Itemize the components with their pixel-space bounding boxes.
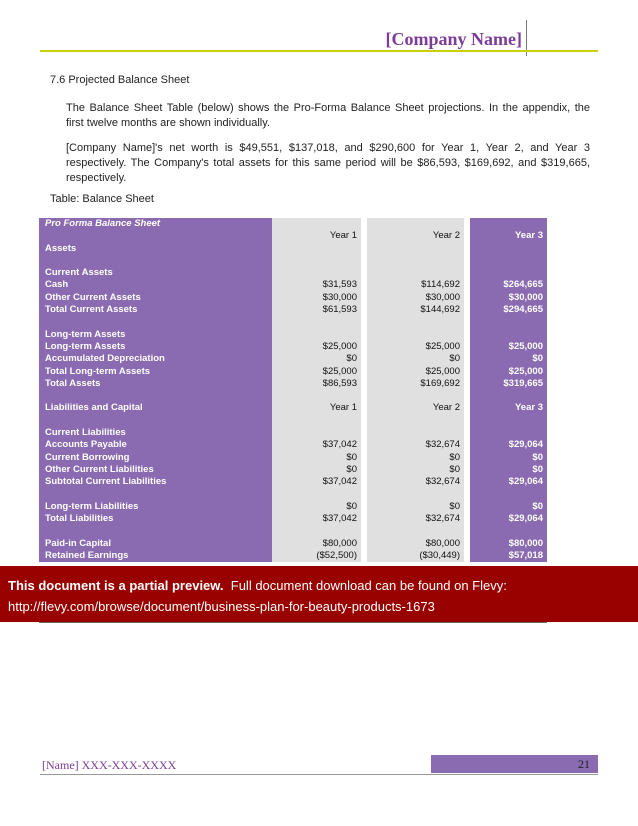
- table-row: [39, 452, 547, 464]
- table-row: [39, 476, 547, 488]
- year3-cell: [470, 279, 547, 291]
- year2-cell-value: $80,000: [425, 537, 460, 549]
- year1-cell-value: $86,593: [322, 377, 357, 389]
- table-row: [39, 464, 547, 476]
- year3-cell: [470, 427, 547, 439]
- year1-cell: [272, 353, 361, 365]
- year1-cell: [272, 218, 361, 230]
- year2-cell-value: $32,674: [425, 513, 460, 525]
- year3-cell: [470, 415, 547, 427]
- year3-cell-value: $29,064: [508, 439, 543, 451]
- banner-link[interactable]: http://flevy.com/browse/document/business-plan-for-beauty-products-1673: [8, 599, 435, 614]
- table-row: [39, 378, 547, 390]
- table-row: [39, 489, 547, 501]
- year3-cell: [470, 452, 547, 464]
- year3-cell-value: $0: [532, 353, 543, 365]
- table-row: [39, 341, 547, 353]
- year2-cell: [367, 538, 464, 550]
- year1-cell: [272, 341, 361, 353]
- table-row: [39, 415, 547, 427]
- row-label: Total Assets: [39, 378, 272, 390]
- year2-cell-value: $169,692: [420, 377, 460, 389]
- year2-cell: [367, 378, 464, 390]
- year1-cell-value: $37,042: [322, 513, 357, 525]
- year1-cell: [272, 267, 361, 279]
- year1-cell: [272, 255, 361, 267]
- year3-cell: [470, 366, 547, 378]
- preview-banner: [0, 566, 638, 622]
- year1-cell-value: $0: [346, 500, 357, 512]
- year3-cell-value: $30,000: [508, 291, 543, 303]
- row-label: Pro Forma Balance Sheet: [39, 218, 272, 230]
- table-row: [39, 501, 547, 513]
- section-title: 7.6 Projected Balance Sheet: [50, 74, 190, 86]
- year2-cell-value: $25,000: [425, 365, 460, 377]
- row-label: [39, 230, 272, 242]
- year1-cell: [272, 329, 361, 341]
- row-label: Current Borrowing: [39, 452, 272, 464]
- year3-cell-value: $319,665: [503, 377, 543, 389]
- year1-cell-value: $0: [346, 353, 357, 365]
- year1-cell: [272, 316, 361, 328]
- year3-cell: [470, 501, 547, 513]
- year2-cell: [367, 279, 464, 291]
- table-row: [39, 292, 547, 304]
- table-row: [39, 230, 547, 242]
- table-row: [39, 255, 547, 267]
- year2-cell: [367, 390, 464, 402]
- year2-cell: [367, 267, 464, 279]
- row-label: Other Current Assets: [39, 292, 272, 304]
- year3-cell-value: $25,000: [508, 365, 543, 377]
- year1-cell: [272, 304, 361, 316]
- row-label: Liabilities and Capital: [39, 402, 272, 414]
- year3-cell: [470, 464, 547, 476]
- table-row: [39, 267, 547, 279]
- year2-cell-value: $144,692: [420, 304, 460, 316]
- year1-cell: [272, 366, 361, 378]
- year2-cell: [367, 476, 464, 488]
- year3-cell-value: $29,064: [508, 476, 543, 488]
- row-label: Subtotal Current Liabilities: [39, 476, 272, 488]
- year1-cell-value: $61,593: [322, 304, 357, 316]
- year2-cell: [367, 329, 464, 341]
- year3-cell: [470, 550, 547, 562]
- banner-bold: This document is a partial preview.: [8, 578, 224, 593]
- year1-cell: [272, 243, 361, 255]
- year3-cell: [470, 390, 547, 402]
- page-number: 21: [578, 757, 590, 771]
- year1-cell: [272, 464, 361, 476]
- year1-cell-value: $37,042: [322, 476, 357, 488]
- year2-cell: [367, 550, 464, 562]
- year2-cell-value: ($30,449): [419, 550, 460, 562]
- table-row: [39, 513, 547, 525]
- year2-cell: [367, 341, 464, 353]
- year2-cell: [367, 292, 464, 304]
- table-row: [39, 390, 547, 402]
- footer-page-box: [431, 755, 598, 773]
- year3-cell-value: $0: [532, 500, 543, 512]
- year1-cell: [272, 279, 361, 291]
- year2-cell-value: $0: [449, 353, 460, 365]
- table-row: [39, 439, 547, 451]
- year1-cell-value: $0: [346, 463, 357, 475]
- year1-cell: [272, 550, 361, 562]
- year1-cell-value: $80,000: [322, 537, 357, 549]
- year3-cell: [470, 538, 547, 550]
- year1-cell: [272, 489, 361, 501]
- row-label: Long-term Assets: [39, 341, 272, 353]
- table-row: [39, 538, 547, 550]
- row-label: Current Liabilities: [39, 427, 272, 439]
- row-label: Total Current Assets: [39, 304, 272, 316]
- year2-cell: [367, 464, 464, 476]
- year3-cell: [470, 402, 547, 414]
- year2-cell: [367, 513, 464, 525]
- year3-cell: [470, 218, 547, 230]
- table-row: [39, 304, 547, 316]
- year2-cell-value: Year 2: [432, 230, 460, 242]
- year1-cell: [272, 476, 361, 488]
- year3-cell: [470, 329, 547, 341]
- row-label: [39, 415, 272, 427]
- row-label: Long-term Assets: [39, 329, 272, 341]
- year1-cell: [272, 501, 361, 513]
- year2-cell: [367, 366, 464, 378]
- year1-cell-value: ($52,500): [316, 550, 357, 562]
- year2-cell: [367, 501, 464, 513]
- year3-cell: [470, 341, 547, 353]
- year2-cell: [367, 402, 464, 414]
- year3-cell: [470, 513, 547, 525]
- year3-cell-value: $29,064: [508, 513, 543, 525]
- row-label: [39, 255, 272, 267]
- table-row: [39, 525, 547, 537]
- table-row: [39, 218, 547, 230]
- table-row: [39, 353, 547, 365]
- row-label: Total Long-term Assets: [39, 366, 272, 378]
- header-rule: [40, 50, 598, 52]
- year1-cell-value: Year 1: [329, 230, 357, 242]
- table-row: [39, 402, 547, 414]
- year1-cell: [272, 427, 361, 439]
- year1-cell: [272, 415, 361, 427]
- year1-cell-value: $30,000: [322, 291, 357, 303]
- year1-cell: [272, 439, 361, 451]
- year1-cell-value: $0: [346, 451, 357, 463]
- footer-rule: [40, 774, 598, 775]
- table-row: [39, 329, 547, 341]
- year2-cell: [367, 304, 464, 316]
- year2-cell-value: $32,674: [425, 476, 460, 488]
- table-row: [39, 427, 547, 439]
- banner-message: [8, 578, 507, 593]
- year2-cell: [367, 218, 464, 230]
- year2-cell: [367, 316, 464, 328]
- year3-cell-value: Year 3: [515, 402, 543, 414]
- year1-cell: [272, 525, 361, 537]
- year1-cell: [272, 230, 361, 242]
- year2-cell-value: $114,692: [421, 279, 460, 291]
- table-row: [39, 243, 547, 255]
- row-label: Accounts Payable: [39, 439, 272, 451]
- year3-cell-value: $25,000: [508, 340, 543, 352]
- year3-cell: [470, 476, 547, 488]
- year3-cell: [470, 243, 547, 255]
- year2-cell: [367, 353, 464, 365]
- table-row: [39, 316, 547, 328]
- year3-cell: [470, 267, 547, 279]
- year1-cell: [272, 538, 361, 550]
- year3-cell-value: $294,665: [503, 304, 543, 316]
- year2-cell-value: $0: [449, 500, 460, 512]
- year2-cell-value: $0: [449, 463, 460, 475]
- year3-cell: [470, 353, 547, 365]
- table-caption: Table: Balance Sheet: [50, 193, 154, 205]
- year1-cell-value: $25,000: [322, 365, 357, 377]
- year3-cell: [470, 525, 547, 537]
- row-label: [39, 489, 272, 501]
- year2-cell: [367, 525, 464, 537]
- year3-cell: [470, 255, 547, 267]
- row-label: Accumulated Depreciation: [39, 353, 272, 365]
- year3-cell: [470, 292, 547, 304]
- year2-cell: [367, 439, 464, 451]
- year1-cell-value: $37,042: [322, 439, 357, 451]
- row-label: [39, 525, 272, 537]
- year3-cell-value: $264,665: [503, 279, 543, 291]
- row-label: Retained Earnings: [39, 550, 272, 562]
- year3-cell-value: $0: [532, 451, 543, 463]
- row-label: [39, 316, 272, 328]
- table-row: [39, 550, 547, 562]
- year1-cell-value: $31,593: [322, 279, 357, 291]
- row-label: Long-term Liabilities: [39, 501, 272, 513]
- year3-cell: [470, 316, 547, 328]
- year3-cell-value: $57,018: [508, 550, 543, 562]
- year2-cell: [367, 489, 464, 501]
- year2-cell-value: $30,000: [425, 291, 460, 303]
- row-label: Paid-in Capital: [39, 538, 272, 550]
- year2-cell-value: Year 2: [432, 402, 460, 414]
- row-label: Total Liabilities: [39, 513, 272, 525]
- row-label: [39, 390, 272, 402]
- year1-cell: [272, 378, 361, 390]
- year2-cell: [367, 427, 464, 439]
- row-label: Assets: [39, 243, 272, 255]
- year3-cell: [470, 439, 547, 451]
- year3-cell: [470, 230, 547, 242]
- year1-cell-value: Year 1: [329, 402, 357, 414]
- year1-cell: [272, 292, 361, 304]
- footer-contact: [Name] XXX-XXX-XXXX: [42, 758, 177, 772]
- year2-cell-value: $25,000: [425, 340, 460, 352]
- table-row: [39, 366, 547, 378]
- row-label: Other Current Liabilities: [39, 464, 272, 476]
- year3-cell: [470, 378, 547, 390]
- year3-cell-value: Year 3: [515, 230, 543, 242]
- year3-cell-value: $80,000: [508, 537, 543, 549]
- year1-cell: [272, 513, 361, 525]
- net-worth-paragraph: [Company Name]'s net worth is $49,551, $137,018, and $290,600 for Year 1, Year 2, and Year 3 respectively. The Company's total assets for this same period will be $86,593, $169,692, and $319,665, respectively.: [66, 142, 590, 184]
- row-label: Cash: [39, 279, 272, 291]
- row-label: Current Assets: [39, 267, 272, 279]
- year2-cell: [367, 452, 464, 464]
- year2-cell-value: $0: [449, 451, 460, 463]
- table-bottom-rule: [39, 622, 547, 623]
- banner-rest: Full document download can be found on Flevy:: [230, 578, 507, 593]
- year2-cell-value: $32,674: [425, 439, 460, 451]
- year1-cell: [272, 390, 361, 402]
- year3-cell-value: $0: [532, 463, 543, 475]
- intro-paragraph: The Balance Sheet Table (below) shows the Pro-Forma Balance Sheet projections. In the appendix, the first twelve months are shown individually.: [66, 102, 590, 129]
- balance-sheet-table: [39, 218, 547, 562]
- year2-cell: [367, 243, 464, 255]
- year2-cell: [367, 230, 464, 242]
- year2-cell: [367, 415, 464, 427]
- year1-cell: [272, 402, 361, 414]
- company-name-header: [Company Name]: [385, 29, 522, 49]
- year2-cell: [367, 255, 464, 267]
- year1-cell: [272, 452, 361, 464]
- table-row: [39, 279, 547, 291]
- year3-cell: [470, 489, 547, 501]
- year1-cell-value: $25,000: [322, 340, 357, 352]
- year3-cell: [470, 304, 547, 316]
